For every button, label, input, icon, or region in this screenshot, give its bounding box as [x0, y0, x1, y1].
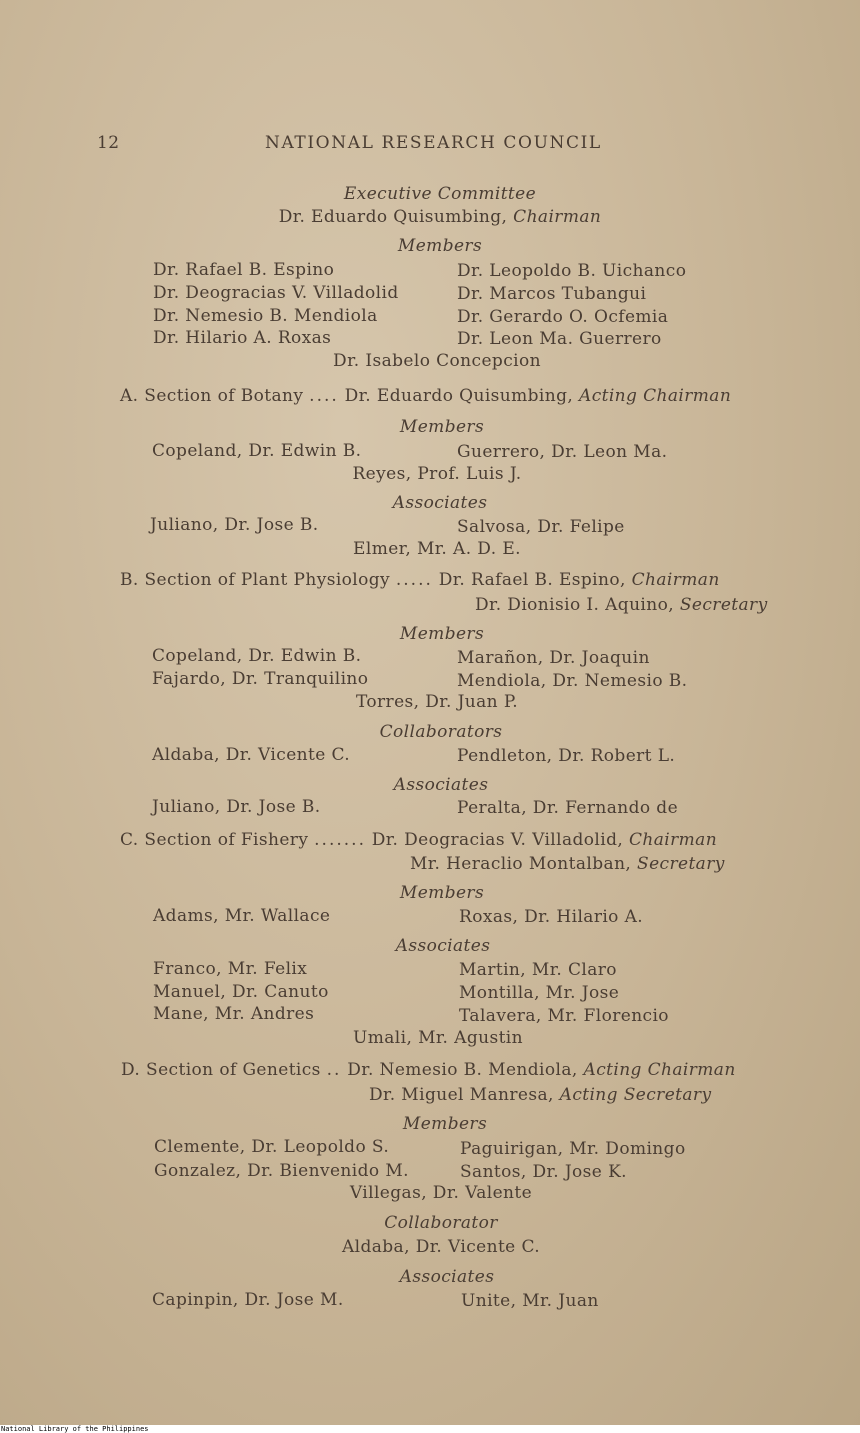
section-botany-heading: A. Section of Botany .... Dr. Eduardo Quisumbing, Acting Chairman	[120, 386, 732, 406]
member-name: Dr. Deogracias V. Villadolid	[153, 283, 399, 303]
member-name: Dr. Leopoldo B. Uichanco	[457, 261, 687, 281]
collaborator-name: Pendleton, Dr. Robert L.	[457, 746, 676, 766]
fishery-associates-heading: Associates	[395, 936, 491, 956]
associate-name: Franco, Mr. Felix	[153, 959, 308, 979]
member-name: Guerrero, Dr. Leon Ma.	[457, 442, 668, 462]
section-plant-physiology-heading: B. Section of Plant Physiology ..... Dr. Rafael B. Espino, Chairman	[120, 570, 720, 590]
plant-physiology-associates-heading: Associates	[393, 775, 489, 795]
member-name: Dr. Rafael B. Espino	[153, 260, 335, 280]
plant-physiology-collaborators-heading: Collaborators	[379, 722, 503, 742]
associate-name: Unite, Mr. Juan	[461, 1291, 599, 1311]
executive-heading: Executive Committee	[343, 184, 537, 204]
member-name: Dr. Marcos Tubangui	[457, 284, 647, 304]
associate-name: Martin, Mr. Claro	[459, 960, 617, 980]
associate-name: Talavera, Mr. Florencio	[459, 1006, 669, 1026]
member-name: Dr. Hilario A. Roxas	[153, 328, 332, 348]
member-name: Copeland, Dr. Edwin B.	[152, 441, 362, 461]
member-name: Dr. Nemesio B. Mendiola	[153, 306, 378, 326]
member-name: Copeland, Dr. Edwin B.	[152, 646, 362, 666]
page-number: 12	[97, 133, 120, 153]
associate-name: Montilla, Mr. Jose	[459, 983, 620, 1003]
member-name: Gonzalez, Dr. Bienvenido M.	[154, 1161, 409, 1181]
genetics-secretary: Dr. Miguel Manresa, Acting Secretary	[369, 1085, 712, 1105]
section-fishery-heading: C. Section of Fishery ....... Dr. Deogracias V. Villadolid, Chairman	[120, 830, 718, 850]
botany-associates-heading: Associates	[392, 493, 488, 513]
associate-name: Capinpin, Dr. Jose M.	[152, 1290, 344, 1310]
member-name: Paguirigan, Mr. Domingo	[460, 1139, 686, 1159]
member-name: Fajardo, Dr. Tranquilino	[152, 669, 369, 689]
associate-name: Umali, Mr. Agustin	[353, 1028, 523, 1048]
member-name: Dr. Gerardo O. Ocfemia	[457, 307, 669, 327]
associate-name: Juliano, Dr. Jose B.	[152, 797, 321, 817]
associate-name: Peralta, Dr. Fernando de	[457, 798, 679, 818]
member-name: Clemente, Dr. Leopoldo S.	[154, 1137, 390, 1157]
member-name: Torres, Dr. Juan P.	[355, 692, 519, 712]
associate-name: Salvosa, Dr. Felipe	[457, 517, 625, 537]
page-header-title: NATIONAL RESEARCH COUNCIL	[265, 133, 602, 153]
member-name: Santos, Dr. Jose K.	[460, 1162, 627, 1182]
genetics-collaborator-heading: Collaborator	[384, 1213, 498, 1233]
member-name: Mendiola, Dr. Nemesio B.	[457, 671, 688, 691]
section-genetics-heading: D. Section of Genetics .. Dr. Nemesio B. Mendiola, Acting Chairman	[121, 1060, 736, 1080]
executive-members-heading: Members	[397, 236, 483, 256]
member-name: Adams, Mr. Wallace	[153, 906, 331, 926]
genetics-members-heading: Members	[402, 1114, 488, 1134]
plant-physiology-members-heading: Members	[399, 624, 485, 644]
member-name: Dr. Isabelo Concepcion	[333, 351, 541, 371]
collaborator-name: Aldaba, Dr. Vicente C.	[341, 1237, 541, 1257]
plant-physiology-secretary: Dr. Dionisio I. Aquino, Secretary	[475, 595, 768, 615]
collaborator-name: Aldaba, Dr. Vicente C.	[152, 745, 351, 765]
associate-name: Juliano, Dr. Jose B.	[150, 515, 319, 535]
member-name: Marañon, Dr. Joaquin	[457, 648, 650, 668]
member-name: Reyes, Prof. Luis J.	[352, 464, 522, 484]
genetics-associates-heading: Associates	[399, 1267, 495, 1287]
associate-name: Manuel, Dr. Canuto	[153, 982, 329, 1002]
associate-name: Mane, Mr. Andres	[153, 1004, 315, 1024]
member-name: Dr. Leon Ma. Guerrero	[457, 329, 662, 349]
member-name: Villegas, Dr. Valente	[349, 1183, 533, 1203]
fishery-secretary: Mr. Heraclio Montalban, Secretary	[410, 854, 725, 874]
botany-members-heading: Members	[399, 417, 485, 437]
fishery-members-heading: Members	[399, 883, 485, 903]
footer-attribution: National Library of the Philippines	[0, 1425, 860, 1433]
associate-name: Elmer, Mr. A. D. E.	[353, 539, 521, 559]
executive-chair: Dr. Eduardo Quisumbing, Chairman	[278, 207, 602, 227]
member-name: Roxas, Dr. Hilario A.	[459, 907, 644, 927]
